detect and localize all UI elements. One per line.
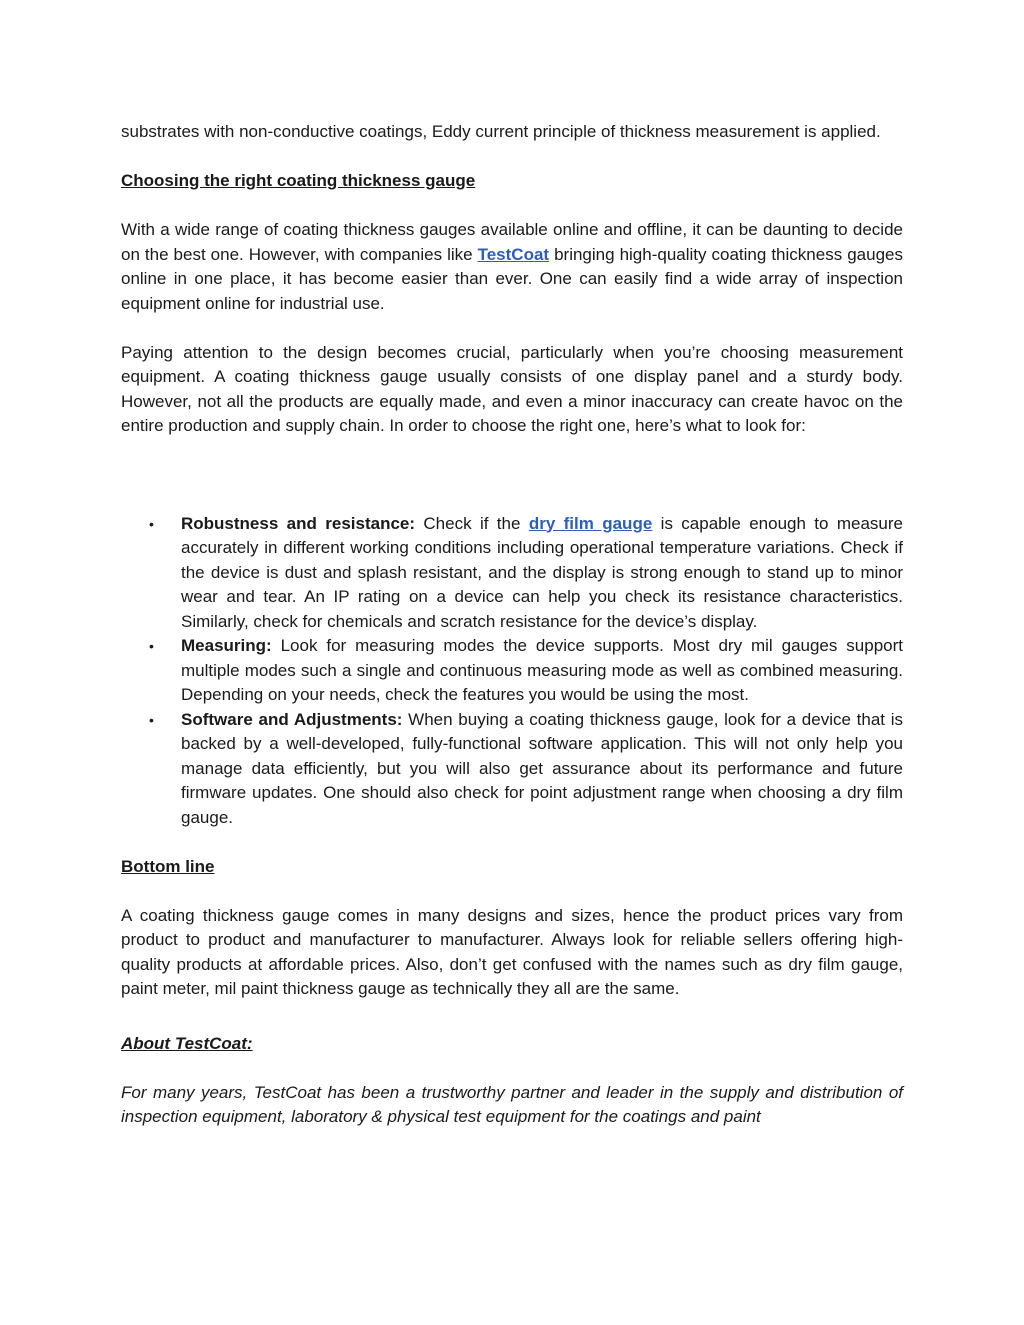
list-item-software [121, 708, 903, 831]
bottom-line-heading: Bottom line [121, 856, 215, 876]
dry-film-gauge-link[interactable]: dry film gauge [528, 513, 653, 533]
intro-continuation-paragraph: substrates with non-conductive coatings, Eddy current principle of thickness measurement is applied. [121, 122, 881, 141]
about-heading: About TestCoat: [121, 1033, 253, 1053]
bullet-icon: • [149, 515, 154, 532]
list-item-lead: Software and Adjustments: [181, 709, 403, 729]
choosing-paragraph-1-text-a: With a wide range of coating thickness gauges available online and offline, it can be daunting to decide on the best one. However, with companies like [121, 220, 903, 264]
bullet-icon: • [149, 638, 154, 654]
choosing-paragraph-1-text-b: bringing high-quality coating thickness gauges online in one place, it has become easier than ever. One can easily find a wide array of inspection equipment online for industrial use. [121, 244, 903, 313]
list-item-robustness [121, 512, 903, 635]
list-item-text: When buying a coating thickness gauge, look for a device that is backed by a well-developed, fully-functional software application. This will not only help you manage data efficiently, but you will also get assurance about its performance and future firmware updates. One should also check for point adjustment range when choosing a dry film gauge. [181, 709, 903, 827]
choosing-paragraph-2: Paying attention to the design becomes crucial, particularly when you’re choosing measurement equipment. A coating thickness gauge usually consists of one display panel and a sturdy body. However, not all the products are equally made, and even a minor inaccuracy can create havoc on the entire production and supply chain. In order to choose the right one, here’s what to look for: [121, 342, 903, 435]
choosing-heading: Choosing the right coating thickness gauge [121, 171, 476, 190]
list-item-lead: Measuring: [181, 636, 272, 655]
document-page [121, 120, 903, 1130]
list-item-text: is capable enough to measure accurately in different working conditions including operational temperature variations. Check if the device is dust and splash resistant, and the display is strong enough to stand up to minor wear and tear. An IP rating on a device can help you check its resistance characteristics. Similarly, check for chemicals and scratch resistance for the device’s display. [181, 513, 903, 631]
bullet-icon: • [149, 711, 154, 728]
list-item-measuring [121, 634, 903, 708]
choosing-paragraph-1 [121, 218, 903, 316]
testcoat-link[interactable]: TestCoat [477, 244, 550, 264]
list-item-text: Check if the [415, 513, 529, 533]
about-paragraph: For many years, TestCoat has been a trustworthy partner and leader in the supply and distribution of inspection equipment, laboratory & physical test equipment for the coatings and paint [121, 1082, 903, 1126]
tips-list [121, 512, 903, 831]
list-item-lead: Robustness and resistance: [181, 513, 416, 533]
bottom-line-paragraph: A coating thickness gauge comes in many designs and sizes, hence the product prices vary from product to product and manufacturer to manufacturer. Always look for reliable sellers offering high-quality products at affordable prices. Also, don’t get confused with the names such as dry film gauge, paint meter, mil paint thickness gauge as technically they all are the same. [121, 905, 903, 998]
list-item-text: Look for measuring modes the device supports. Most dry mil gauges support multiple modes such a single and continuous measuring mode as well as combined measuring. Depending on your needs, check the features you would be using the most. [181, 636, 903, 704]
